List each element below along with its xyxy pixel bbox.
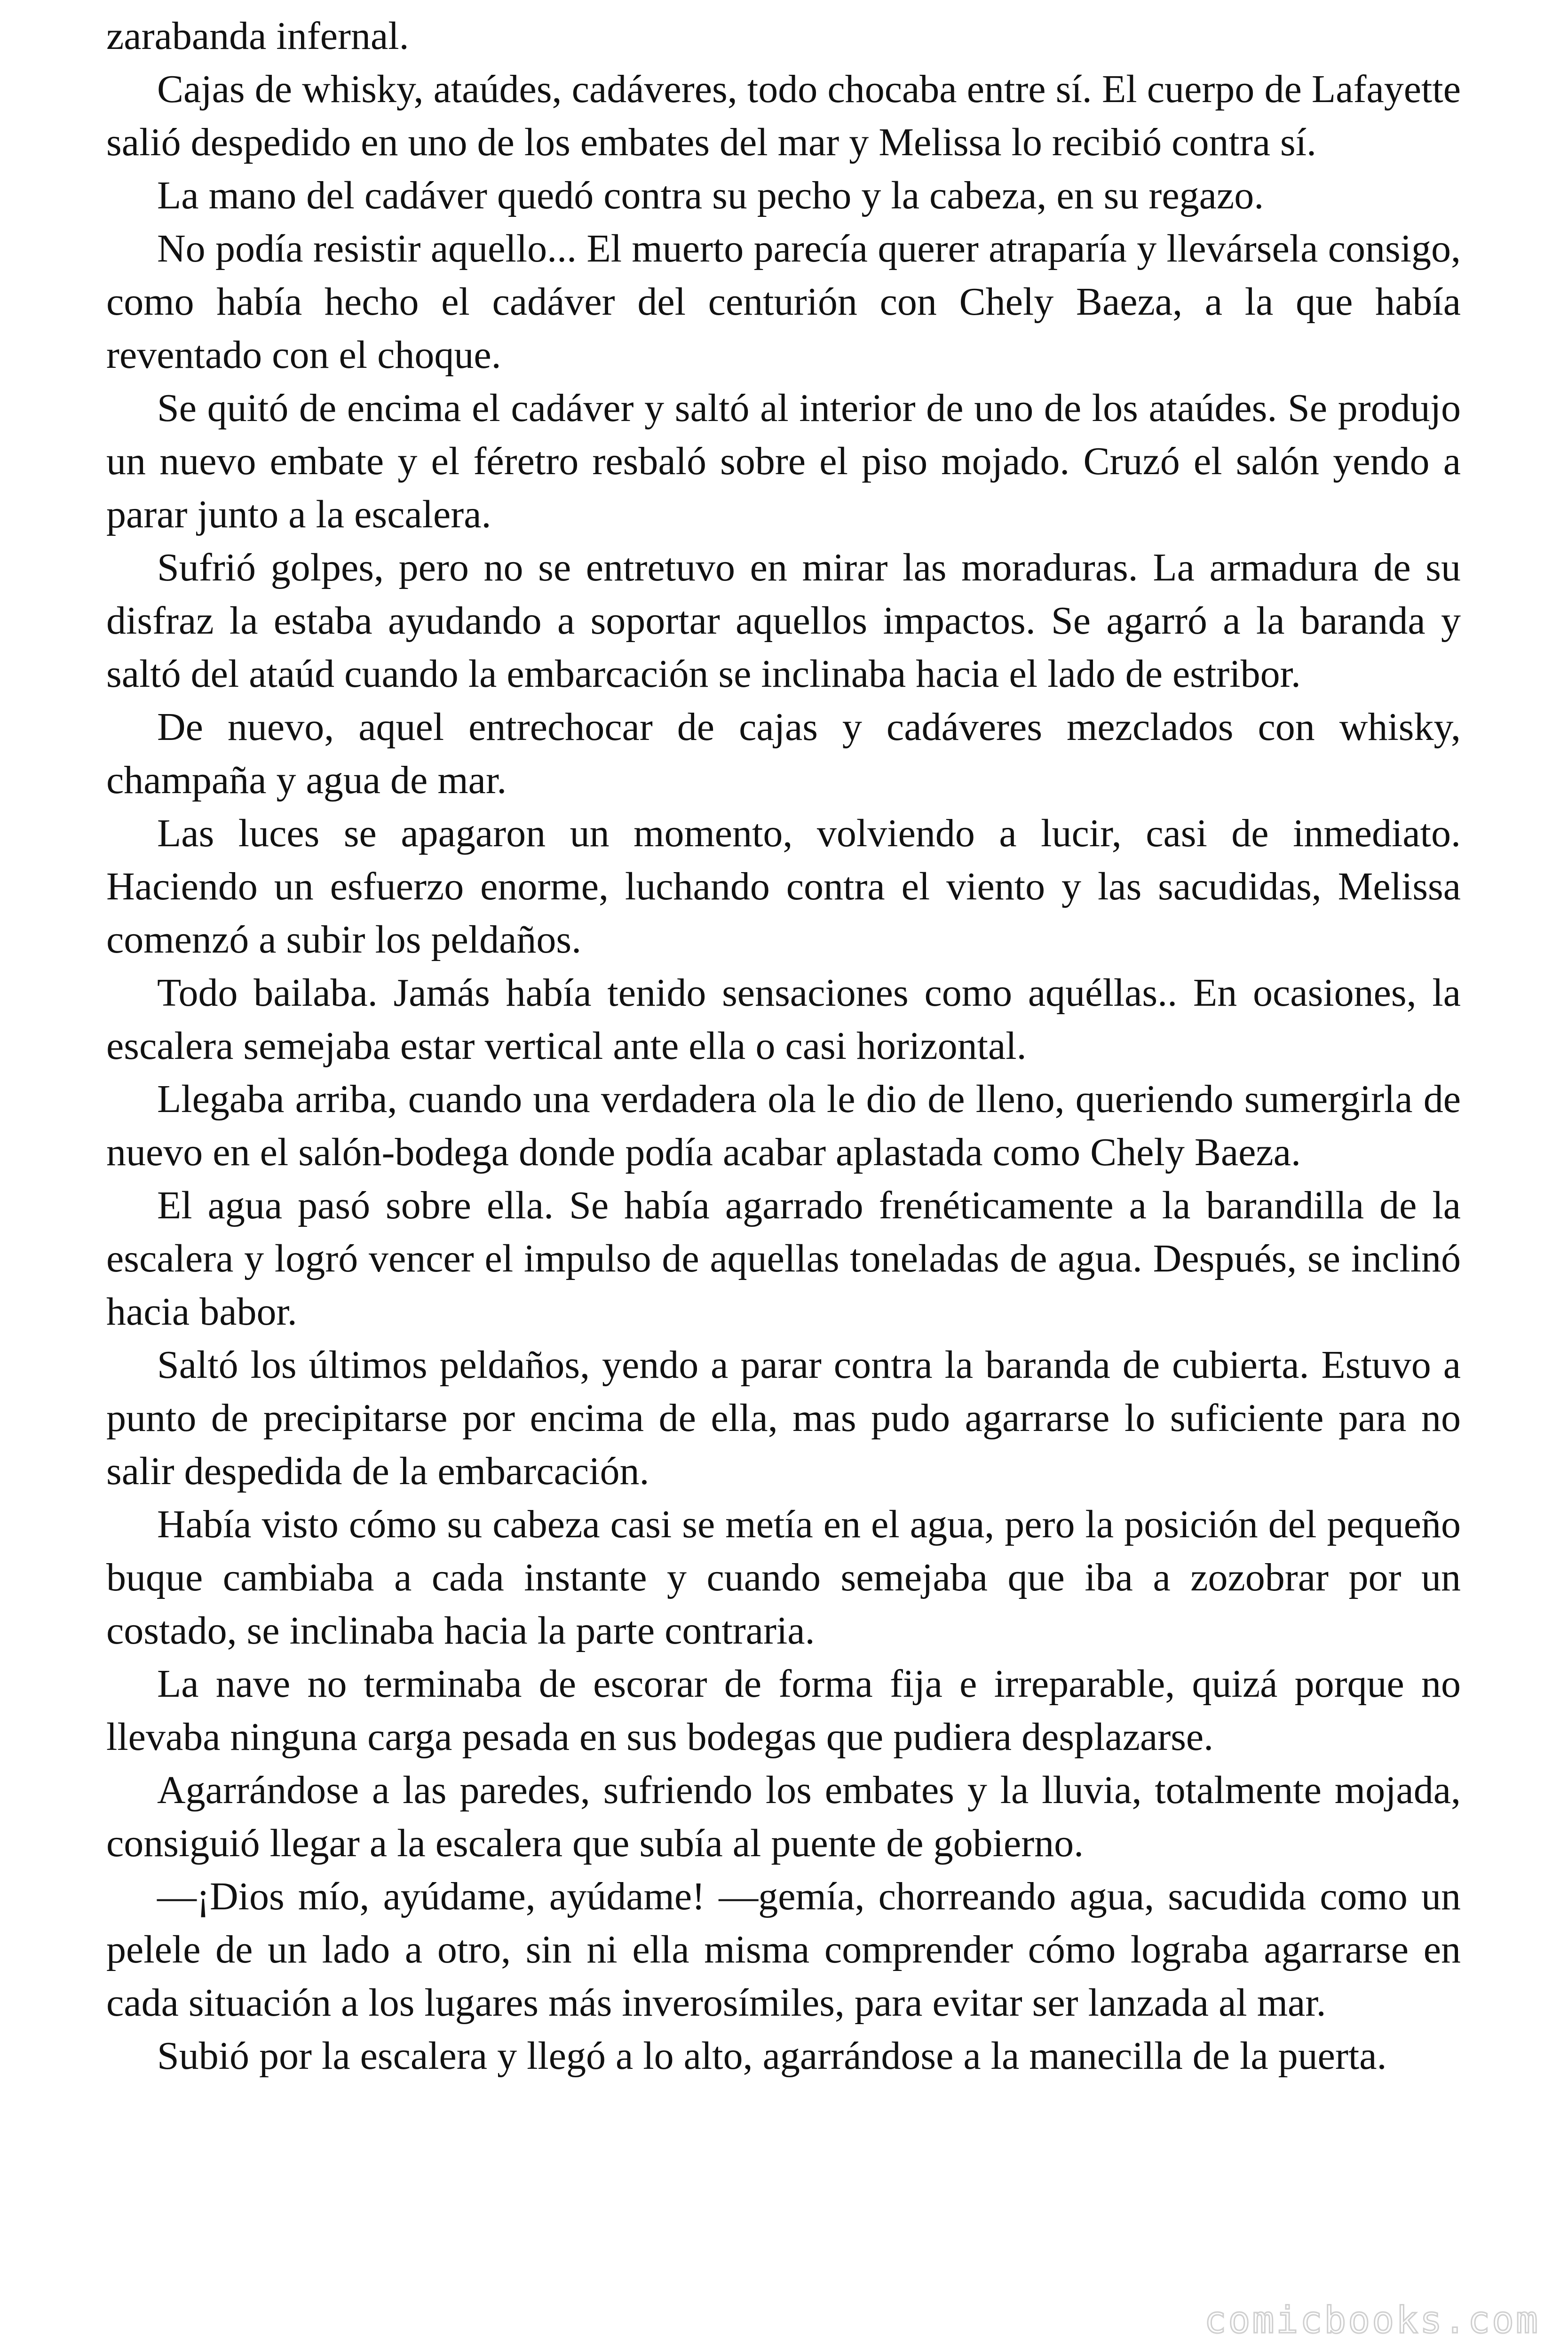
paragraph-6: Sufrió golpes, pero no se entretuvo en mirar las moraduras. La armadura de su disfraz la estaba ayudando a soportar aquellos impactos. Se agarró a la baranda y saltó del ataúd cuando la embarcación se inclinaba hacia el lado de estribor.: [106, 546, 1461, 696]
paragraph-10: Llegaba arriba, cuando una verdadera ola le dio de lleno, queriendo sumergirla de nuevo en el salón-bodega donde podía acabar aplastada como Chely Baeza.: [106, 1077, 1461, 1174]
paragraph-5: Se quitó de encima el cadáver y saltó al interior de uno de los ataúdes. Se produjo un nuevo embate y el féretro resbaló sobre el piso mojado. Cruzó el salón yendo a parar junto a la escalera.: [106, 386, 1461, 536]
paragraph-7: De nuevo, aquel entrechocar de cajas y cadáveres mezclados con whisky, champaña y agua de mar.: [106, 705, 1461, 802]
paragraph-14: La nave no terminaba de escorar de forma fija e irreparable, quizá porque no llevaba ninguna carga pesada en sus bodegas que pudiera desplazarse.: [106, 1662, 1461, 1759]
paragraph-16: —¡Dios mío, ayúdame, ayúdame! —gemía, chorreando agua, sacudida como un pelele de un lado a otro, sin ni ella misma comprender cómo lograba agarrarse en cada situación a los lugares más inverosímiles, para evitar ser lanzada al mar.: [106, 1875, 1461, 2025]
paragraph-12: Saltó los últimos peldaños, yendo a parar contra la baranda de cubierta. Estuvo a punto de precipitarse por encima de ella, mas pudo agarrarse lo suficiente para no salir despedida de la embarcación.: [106, 1343, 1461, 1493]
paragraph-9: Todo bailaba. Jamás había tenido sensaciones como aquéllas.. En ocasiones, la escalera semejaba estar vertical ante ella o casi horizontal.: [106, 971, 1461, 1068]
watermark: comicbooks.com: [1204, 2299, 1540, 2342]
paragraph-13: Había visto cómo su cabeza casi se metía en el agua, pero la posición del pequeño buque cambiaba a cada instante y cuando semejaba que iba a zozobrar por un costado, se inclinaba hacia la parte contraria.: [106, 1502, 1461, 1653]
paragraph-3: La mano del cadáver quedó contra su pecho y la cabeza, en su regazo.: [157, 174, 1264, 217]
paragraph-2: Cajas de whisky, ataúdes, cadáveres, todo chocaba entre sí. El cuerpo de Lafayette salió despedido en uno de los embates del mar y Melissa lo recibió contra sí.: [106, 67, 1461, 164]
paragraph-1: zarabanda infernal.: [106, 14, 409, 58]
page-body: [106, 9, 1461, 2082]
paragraph-8: Las luces se apagaron un momento, volviendo a lucir, casi de inmediato. Haciendo un esfuerzo enorme, luchando contra el viento y las sacudidas, Melissa comenzó a subir los peldaños.: [106, 811, 1461, 961]
paragraph-17: Subió por la escalera y llegó a lo alto, agarrándose a la manecilla de la puerta.: [157, 2034, 1387, 2078]
paragraph-15: Agarrándose a las paredes, sufriendo los embates y la lluvia, totalmente mojada, consiguió llegar a la escalera que subía al puente de gobierno.: [106, 1768, 1461, 1865]
paragraph-11: El agua pasó sobre ella. Se había agarrado frenéticamente a la barandilla de la escalera y logró vencer el impulso de aquellas toneladas de agua. Después, se inclinó hacia babor.: [106, 1184, 1461, 1334]
paragraph-4: No podía resistir aquello... El muerto parecía querer atraparía y llevársela consigo, como había hecho el cadáver del centurión con Chely Baeza, a la que había reventado con el choque.: [106, 227, 1461, 377]
